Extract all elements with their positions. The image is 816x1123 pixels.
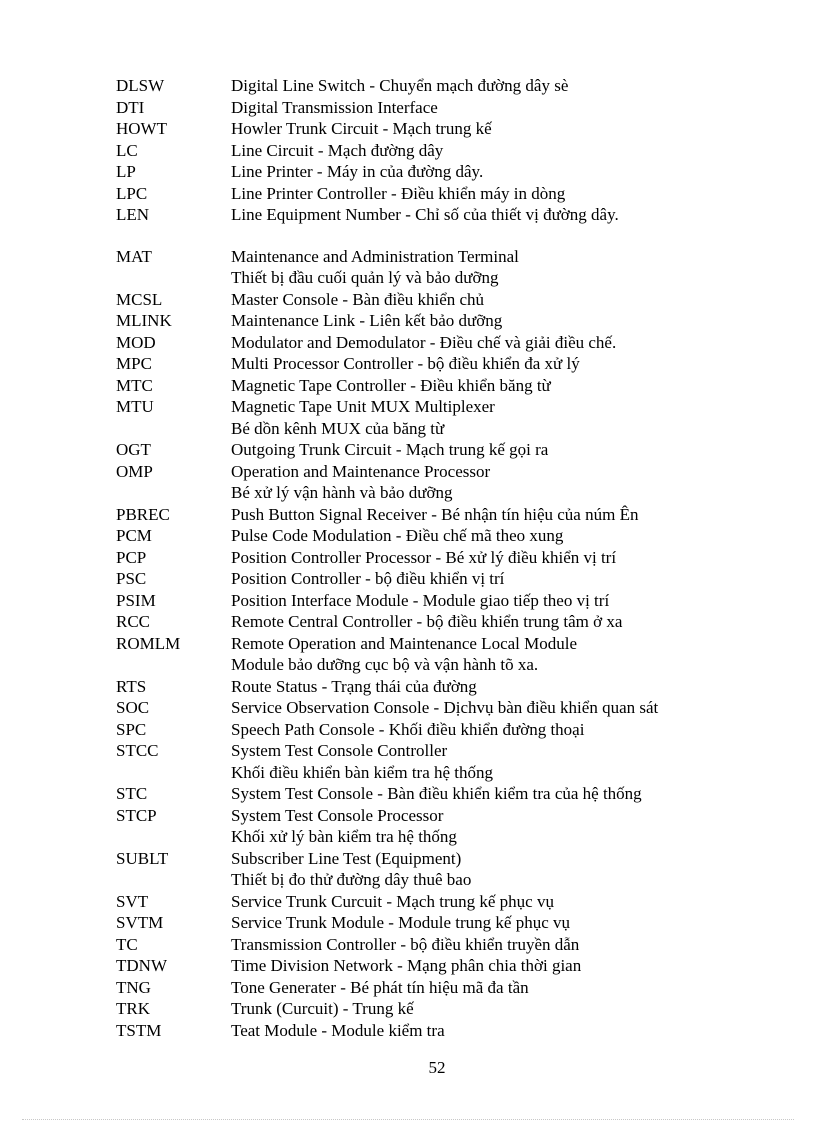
abbreviation-term: MLINK [116, 311, 172, 330]
definition-line: Thiết bị đầu cuối quản lý và bảo dưỡng [231, 268, 499, 287]
abbreviation-term: SPC [116, 719, 147, 739]
abbreviation-entry [116, 934, 756, 956]
abbreviation-term: PCM [116, 526, 152, 545]
abbreviation-term: PSC [116, 569, 147, 588]
abbreviation-definition [231, 75, 756, 97]
abbreviation-term: OGT [116, 440, 151, 459]
abbreviation-entry [116, 161, 756, 183]
abbreviation-definition [231, 353, 756, 375]
abbreviation-definition [231, 633, 756, 676]
abbreviation-definition [231, 204, 756, 226]
definition-line: Remote Central Controller - bộ điều khiển trung tâm ở xa [231, 612, 623, 631]
abbreviation-term: MOD [116, 332, 156, 352]
abbreviation-term: TDNW [116, 956, 167, 975]
definition-line: Digital Line Switch - Chuyển mạch đường dây sè [231, 76, 569, 95]
abbreviation-entry [116, 118, 756, 140]
definition-line: Line Circuit - Mạch đường dây [231, 140, 444, 160]
definition-line: Master Console - Bàn điều khiển chủ [231, 289, 485, 309]
abbreviation-term: LEN [116, 205, 150, 224]
abbreviation-term: PCP [116, 547, 147, 567]
abbreviation-entry [116, 568, 756, 590]
abbreviation-entry [116, 547, 756, 569]
abbreviation-entry [116, 183, 756, 205]
definition-line: Push Button Signal Receiver - Bé nhận tín hiệu của núm Ên [231, 504, 639, 524]
abbreviation-term: HOWT [116, 119, 167, 138]
definition-line: Position Controller - bộ điều khiển vị trí [231, 569, 505, 588]
abbreviation-entry [116, 310, 756, 332]
abbreviation-entry [116, 912, 756, 934]
definition-line: System Test Console Processor [231, 805, 444, 825]
definition-line: Bé xử lý vận hành và bảo dưỡng [231, 483, 453, 502]
abbreviation-entry [116, 140, 756, 162]
abbreviation-term: MCSL [116, 289, 163, 309]
abbreviation-entry [116, 525, 756, 547]
abbreviation-definition [231, 611, 756, 633]
abbreviation-term: LC [116, 140, 138, 160]
abbreviation-term: LPC [116, 183, 148, 203]
abbreviation-term: SVTM [116, 913, 164, 932]
abbreviation-definition [231, 568, 756, 590]
abbreviation-term: DLSW [116, 76, 165, 95]
abbreviation-definition [231, 439, 756, 461]
definition-line: Pulse Code Modulation - Điều chế mã theo xung [231, 526, 564, 545]
abbreviation-entry [116, 891, 756, 913]
abbreviation-entry [116, 375, 756, 397]
abbreviation-definition [231, 697, 756, 719]
definition-line: Trunk (Curcuit) - Trung kế [231, 999, 414, 1018]
abbreviation-entry [116, 676, 756, 698]
abbreviation-term: MTC [116, 375, 153, 395]
abbreviation-definition [231, 525, 756, 547]
definition-line: Position Interface Module - Module giao tiếp theo vị trí [231, 590, 610, 610]
abbreviation-term: MPC [116, 354, 152, 373]
abbreviation-term: TNG [116, 977, 151, 997]
abbreviation-entry [116, 439, 756, 461]
definition-line: Position Controller Processor - Bé xử lý điều khiển vị trí [231, 547, 617, 567]
definition-line: Route Status - Trạng thái của đường [231, 676, 477, 696]
page-number: 52 [428, 1058, 446, 1077]
definition-line: Service Trunk Curcuit - Mạch trung kế phục vụ [231, 891, 554, 911]
abbreviation-term: OMP [116, 461, 153, 481]
definition-line: Time Division Network - Mạng phân chia thời gian [231, 956, 582, 975]
abbreviation-definition [231, 161, 756, 183]
definition-line: Multi Processor Controller - bộ điều khiển đa xử lý [231, 354, 580, 373]
abbreviation-term: RTS [116, 676, 147, 696]
definition-line: Maintenance and Administration Terminal [231, 246, 519, 266]
abbreviation-entry [116, 955, 756, 977]
definition-line: Module bảo dưỡng cục bộ và vận hành tõ xa. [231, 655, 539, 674]
definition-line: Khối xử lý bàn kiểm tra hệ thống [231, 827, 457, 846]
abbreviation-definition [231, 246, 756, 289]
definition-line: Magnetic Tape Controller - Điều khiển băng từ [231, 375, 551, 395]
abbreviation-term: TC [116, 934, 138, 954]
abbreviation-term: PSIM [116, 590, 156, 610]
abbreviation-definition [231, 783, 756, 805]
abbreviation-definition [231, 118, 756, 140]
abbreviation-term: STC [116, 784, 148, 803]
abbreviation-definition [231, 977, 756, 999]
abbreviation-entry [116, 977, 756, 999]
abbreviation-definition [231, 891, 756, 913]
definition-line: Teat Module - Module kiểm tra [231, 1020, 445, 1040]
definition-line: Service Observation Console - Dịchvụ bàn điều khiển quan sát [231, 698, 659, 717]
abbreviation-term: SVT [116, 891, 149, 911]
abbreviation-entry [116, 246, 756, 289]
definition-line: Transmission Controller - bộ điều khiển truyền dẫn [231, 934, 580, 954]
abbreviation-definition [231, 547, 756, 569]
abbreviation-entry [116, 998, 756, 1020]
abbreviation-entry [116, 289, 756, 311]
abbreviation-definition [231, 676, 756, 698]
abbreviation-definition [231, 998, 756, 1020]
definition-line: Line Printer - Máy in của đường dây. [231, 162, 484, 181]
abbreviation-term: PBREC [116, 504, 170, 524]
abbreviation-definition [231, 461, 756, 504]
abbreviation-term: TRK [116, 999, 150, 1018]
abbreviation-definition [231, 140, 756, 162]
abbreviation-entry [116, 396, 756, 439]
abbreviation-entry [116, 332, 756, 354]
abbreviation-entry [116, 740, 756, 783]
abbreviation-definition [231, 396, 756, 439]
abbreviation-term: MTU [116, 397, 154, 416]
definition-line: Outgoing Trunk Circuit - Mạch trung kế gọi ra [231, 440, 549, 459]
definition-line: Digital Transmission Interface [231, 97, 438, 117]
abbreviation-entry [116, 97, 756, 119]
definition-line: Subscriber Line Test (Equipment) [231, 848, 462, 868]
definition-line: System Test Console - Bàn điều khiển kiểm tra của hệ thống [231, 784, 642, 803]
abbreviation-definition [231, 805, 756, 848]
definition-line: Operation and Maintenance Processor [231, 461, 491, 481]
abbreviation-term: LP [116, 162, 136, 181]
abbreviation-term: RCC [116, 612, 151, 631]
abbreviation-term: STCP [116, 805, 157, 825]
abbreviation-term: SOC [116, 698, 150, 717]
abbreviation-definition [231, 590, 756, 612]
abbreviation-definition [231, 719, 756, 741]
abbreviation-term: MAT [116, 246, 152, 266]
definition-line: Line Printer Controller - Điều khiển máy in dòng [231, 183, 566, 203]
abbreviation-definition [231, 97, 756, 119]
abbreviation-entry [116, 805, 756, 848]
definition-line: Maintenance Link - Liên kết bảo dưỡng [231, 311, 503, 330]
abbreviation-definition [231, 332, 756, 354]
definition-line: System Test Console Controller [231, 741, 448, 760]
abbreviation-entry [116, 633, 756, 676]
abbreviation-term: SUBLT [116, 848, 169, 868]
definition-line: Magnetic Tape Unit MUX Multiplexer [231, 397, 495, 416]
abbreviation-definition [231, 912, 756, 934]
abbreviation-entry [116, 590, 756, 612]
abbreviation-entry [116, 783, 756, 805]
abbreviation-definition [231, 848, 756, 891]
abbreviation-definition [231, 183, 756, 205]
definition-line: Line Equipment Number - Chỉ số của thiết vị đường dây. [231, 205, 619, 224]
abbreviation-definition [231, 310, 756, 332]
abbreviation-entry [116, 1020, 756, 1042]
abbreviation-entry [116, 611, 756, 633]
page-bottom-border [22, 1119, 794, 1120]
definition-line: Tone Generater - Bé phát tín hiệu mã đa tần [231, 977, 529, 997]
abbreviation-term: ROMLM [116, 633, 181, 653]
abbreviation-definition [231, 740, 756, 783]
abbreviation-list [116, 75, 756, 1041]
definition-line: Howler Trunk Circuit - Mạch trung kế [231, 119, 492, 138]
definition-line: Khối điều khiển bàn kiểm tra hệ thống [231, 762, 494, 782]
abbreviation-definition [231, 289, 756, 311]
abbreviation-definition [231, 934, 756, 956]
abbreviation-definition [231, 1020, 756, 1042]
definition-line: Speech Path Console - Khối điều khiển đường thoại [231, 719, 585, 739]
definition-line: Bé dồn kênh MUX của băng từ [231, 418, 445, 438]
abbreviation-term: DTI [116, 97, 145, 117]
abbreviation-term: TSTM [116, 1020, 162, 1040]
abbreviation-entry [116, 204, 756, 226]
definition-line: Modulator and Demodulator - Điều chế và giải điều chế. [231, 332, 617, 352]
abbreviation-entry [116, 697, 756, 719]
abbreviation-term: STCC [116, 741, 159, 760]
abbreviation-entry [116, 461, 756, 504]
abbreviation-entry [116, 75, 756, 97]
abbreviation-definition [231, 375, 756, 397]
abbreviation-entry [116, 848, 756, 891]
abbreviation-entry [116, 504, 756, 526]
definition-line: Thiết bị đo thử đường dây thuê bao [231, 870, 472, 889]
definition-line: Remote Operation and Maintenance Local Module [231, 633, 578, 653]
abbreviation-entry [116, 719, 756, 741]
abbreviation-definition [231, 955, 756, 977]
definition-line: Service Trunk Module - Module trung kế phục vụ [231, 913, 571, 932]
abbreviation-definition [231, 504, 756, 526]
abbreviation-entry [116, 353, 756, 375]
